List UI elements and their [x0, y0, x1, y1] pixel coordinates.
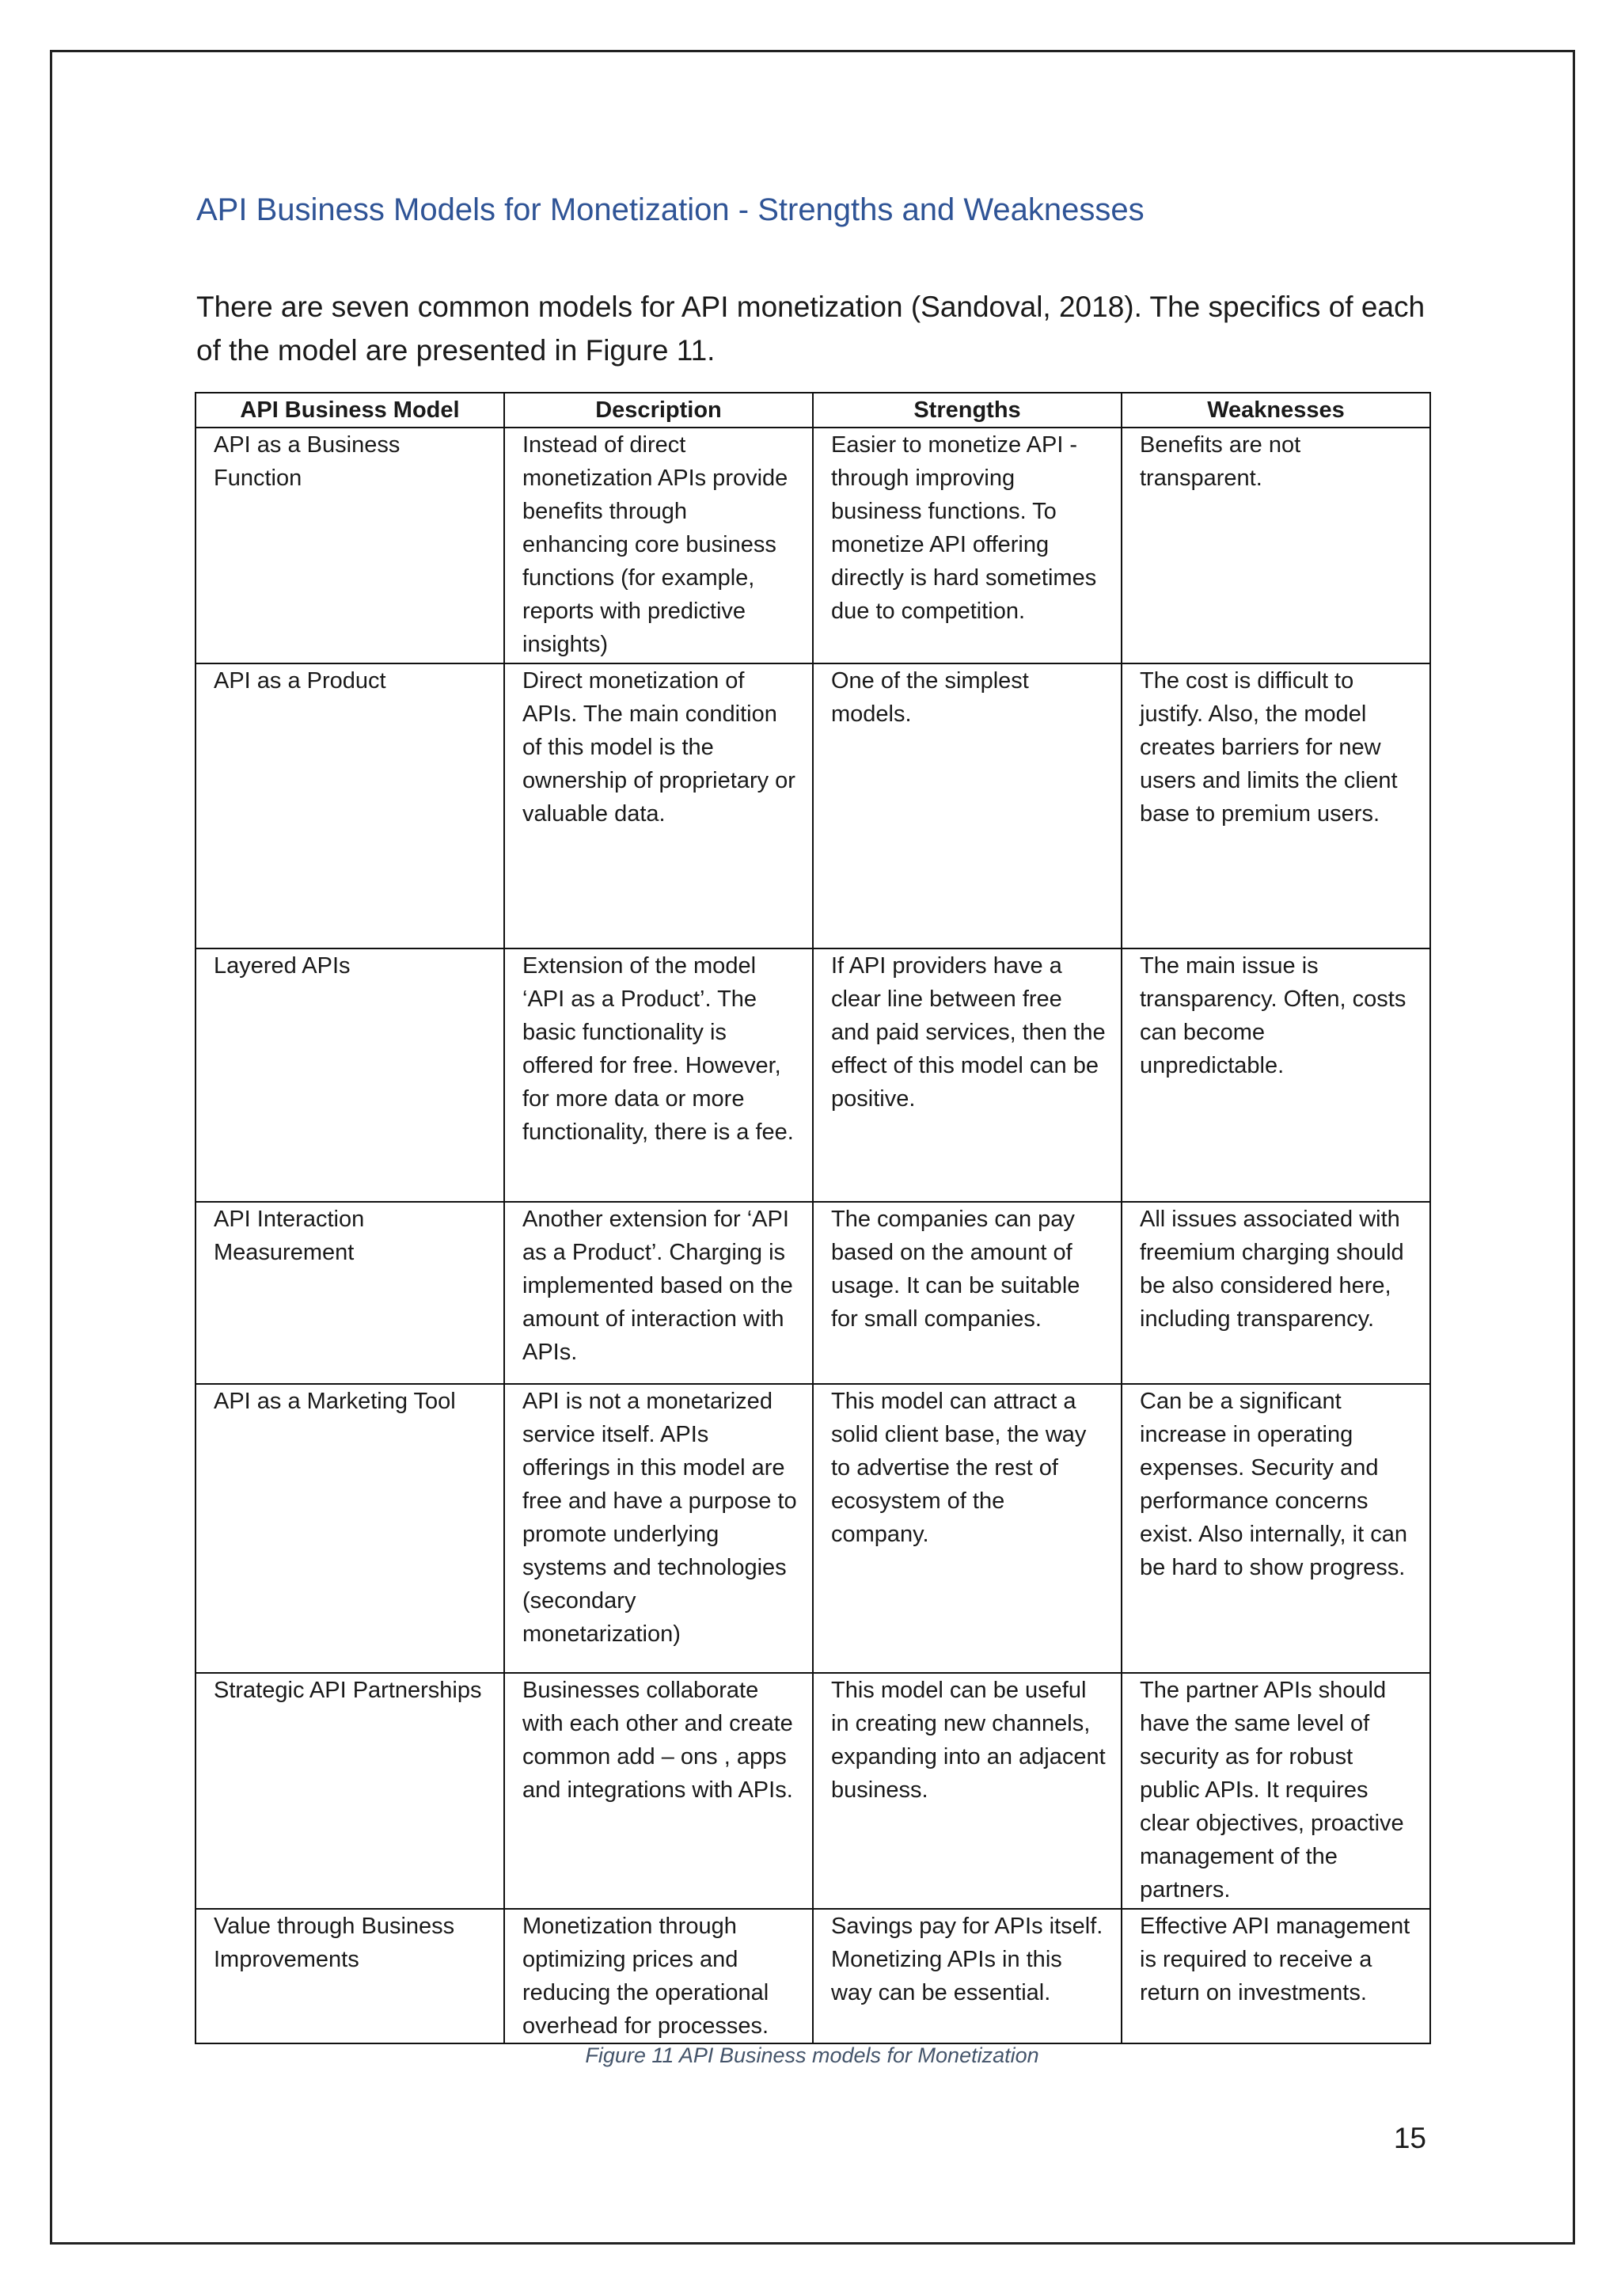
cell-weaknesses: All issues associated with freemium charging should be also considered here, including transparency.	[1122, 1202, 1430, 1384]
cell-description: Extension of the model ‘API as a Product’. The basic functionality is offered for free. However, for more data or more functionality, there is a fee.	[504, 948, 813, 1202]
cell-strengths: This model can be useful in creating new channels, expanding into an adjacent business.	[813, 1673, 1122, 1909]
cell-description: API is not a monetarized service itself. APIs offerings in this model are free and have a purpose to promote underlying systems and technologies (secondary monetarization)	[504, 1384, 813, 1673]
cell-model: API as a Product	[196, 663, 504, 948]
cell-description: Direct monetization of APIs. The main condition of this model is the ownership of proprietary or valuable data.	[504, 663, 813, 948]
cell-weaknesses: Benefits are not transparent.	[1122, 428, 1430, 663]
header-description: Description	[504, 393, 813, 428]
cell-model: API Interaction Measurement	[196, 1202, 504, 1384]
cell-model: Layered APIs	[196, 948, 504, 1202]
cell-model: Value through Business Improvements	[196, 1909, 504, 2043]
cell-description: Another extension for ‘API as a Product’. Charging is implemented based on the amount of interaction with APIs.	[504, 1202, 813, 1384]
table-row	[196, 1202, 1430, 1384]
cell-weaknesses: The partner APIs should have the same level of security as for robust public APIs. It requires clear objectives, proactive management of the partners.	[1122, 1673, 1430, 1909]
cell-model: API as a Business Function	[196, 428, 504, 663]
cell-model: Strategic API Partnerships	[196, 1673, 504, 1909]
cell-strengths: Easier to monetize API - through improving business functions. To monetize API offering directly is hard sometimes due to competition.	[813, 428, 1122, 663]
figure-caption: Figure 11 API Business models for Monetization	[585, 2043, 1039, 2067]
cell-weaknesses: The cost is difficult to justify. Also, the model creates barriers for new users and limits the client base to premium users.	[1122, 663, 1430, 948]
cell-model: API as a Marketing Tool	[196, 1384, 504, 1673]
section-heading: API Business Models for Monetization - Strengths and Weaknesses	[196, 192, 1145, 227]
table-row	[196, 948, 1430, 1202]
business-models-table	[195, 392, 1431, 2044]
cell-weaknesses: Effective API management is required to receive a return on investments.	[1122, 1909, 1430, 2043]
cell-weaknesses: Can be a significant increase in operating expenses. Security and performance concerns exist. Also internally, it can be hard to show progress.	[1122, 1384, 1430, 1673]
cell-strengths: One of the simplest models.	[813, 663, 1122, 948]
cell-strengths: This model can attract a solid client base, the way to advertise the rest of ecosystem of the company.	[813, 1384, 1122, 1673]
page-number: 15	[1393, 2122, 1426, 2154]
table-row	[196, 1673, 1430, 1909]
header-weaknesses: Weaknesses	[1122, 393, 1430, 428]
cell-description: Businesses collaborate with each other and create common add – ons , apps and integrations with APIs.	[504, 1673, 813, 1909]
header-model: API Business Model	[196, 393, 504, 428]
cell-strengths: If API providers have a clear line between free and paid services, then the effect of this model can be positive.	[813, 948, 1122, 1202]
cell-strengths: Savings pay for APIs itself. Monetizing APIs in this way can be essential.	[813, 1909, 1122, 2043]
cell-weaknesses: The main issue is transparency. Often, costs can become unpredictable.	[1122, 948, 1430, 1202]
cell-description: Instead of direct monetization APIs provide benefits through enhancing core business functions (for example, reports with predictive insights)	[504, 428, 813, 663]
table-row	[196, 663, 1430, 948]
intro-paragraph: There are seven common models for API monetization (Sandoval, 2018). The specifics of each of the model are presented in Figure 11.	[196, 291, 1425, 367]
table-row	[196, 428, 1430, 663]
table-row	[196, 1384, 1430, 1673]
header-strengths: Strengths	[813, 393, 1122, 428]
cell-strengths: The companies can pay based on the amount of usage. It can be suitable for small companies.	[813, 1202, 1122, 1384]
cell-description: Monetization through optimizing prices and reducing the operational overhead for processes.	[504, 1909, 813, 2043]
table-row	[196, 1909, 1430, 2043]
business-models-table-container	[195, 392, 1429, 2044]
table-header-row	[196, 393, 1430, 428]
